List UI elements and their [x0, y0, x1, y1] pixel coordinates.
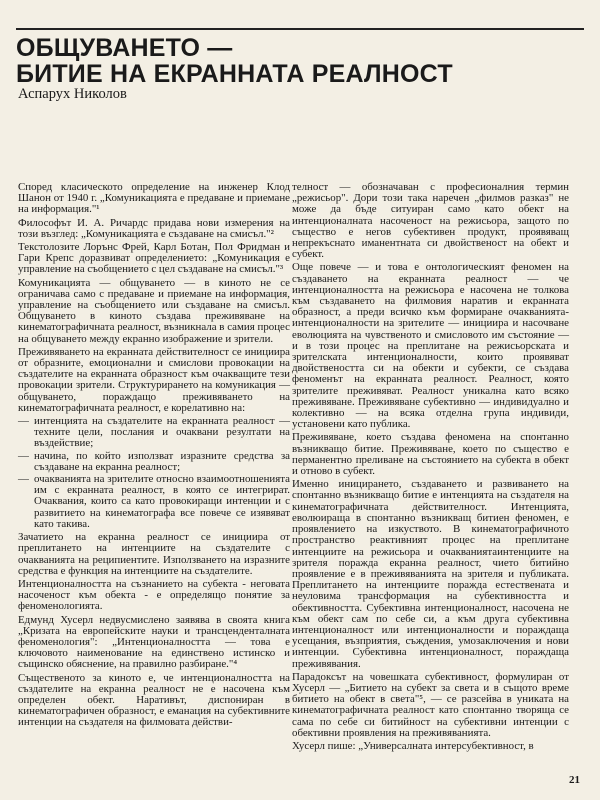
list-item: — начина, по който използват изразните средства за създаване на екранна реалност; — [18, 451, 290, 473]
paragraph: Зачатието на екранна реалност се инициира от преплитането на интенциите на създателите с очакванията на реципиентите. Използването на изразните средства е функция на интенциите на създателите. — [18, 531, 290, 577]
paragraph: Именно иницирането, създаването и развиването на спонтанно възникващо битие е интенцията на създателя на кинематографичната действителност. Интенцията, еволюираща в спонтанно възникващ битиен феномен, е проявлението на изкуството. В кинематографичното пространство реактивният процес на преплитане интенциите на режисьора и очакваниятаинтенциите на зрителя поражда екранна реалност, чието битийно проявление е в преживяванията на зрителя и публиката. Преплитането на интенциите поражда естествената и неуловима трансформация на субективността и обективността. Субективна интенционалност, насочена не към обект сам по себе си, а към друга субективна интенционалност или интенционалности и пораждаща усещания, възприятия, съждения, умозаключения и нови интенции. Субективна интенционалност, пораждаща преживявания. — [292, 478, 569, 670]
list-item: — интенцията на създателите на екранната реалност — техните цели, послания и очаквани резултати на въздействие; — [18, 416, 290, 450]
paragraph: Комуникацията — общуването — в киното не се ограничава само с предаване и приемане на информация, управление на съобщението или създаване на смисъл. Общуването в киното създава преживяване на кинематографичната реалност, възникнала в самия процес на общуването между екранно изображение и зрители. — [18, 276, 290, 345]
article-title — [16, 35, 586, 87]
article-author: Аспарух Николов — [18, 86, 127, 102]
paragraph: Текстолозите Лорънс Фрей, Карл Ботан, Пол Фридман и Гари Крепс доразвиват определението: „Комуникация е управление на съобщението с цел създаване на смисъл."³ — [18, 241, 290, 276]
dash-list — [18, 416, 290, 530]
paragraph: Още повече — и това е онтологическият феномен на създаването на екранната реалност — че интенционалността на режисьора е насочена не толкова към създаването на филмовия наратив и екранната образност, а преди всичко към формиране очакванията-интенционалности на зрителите — инициира и насочване еволюцията на чувственото и смисловото им състояние — и в този процес на преплитане на режисьорската и зрителската интенционалности, които проявяват двойствеността си на обекти и субекти, се създава феноменът на екранната реалност. Реалност, която зрителите преживяват. Реалност уникална като всяко преживяване. Преживяване субективно — индивидуално и колективно — на всяка отделна група индивиди, установени като публика. — [292, 261, 569, 431]
top-rule-divider — [16, 28, 584, 30]
page-number: 21 — [569, 774, 580, 786]
paragraph: Философът И. А. Ричардс придава нови измерения на този възглед: „Комуникацията е създаване на смисъл."² — [18, 216, 290, 240]
list-item: — очакванията на зрителите относно взаимоотношенията им с екранната реалност, в която се интегрират. Очаквания, които са като провокиращи интенции и с развитието на кинематографа все повече се изявяват като такива. — [18, 474, 290, 530]
right-column — [292, 182, 569, 754]
paragraph: Според класическото определение на инженер Клод Шанон от 1940 г. „Комуникацията е предаване и приемане на информация."¹ — [18, 181, 290, 216]
paragraph: Преживяване, което създава феномена на спонтанно възникващо битие. Преживяване, което по същество е перманентно преливане на състоянието на субекта в обект и отново в субект. — [292, 431, 569, 478]
article-title-line-2: БИТИЕ НА ЕКРАННАТА РЕАЛНОСТ — [16, 60, 453, 88]
paragraph: Парадоксът на човешката субективност, формулиран от Хусерл — „Битието на субект за света и в същото време битието на обект в света"⁵, — се разсейва в униката на кинематографичната реалност като спонтанно творяща се сама по себе си битийност на субективни интенции с обективни проявления на преживяванията. — [292, 670, 569, 739]
paragraph: Същественото за киното е, че интенционалността на създателите на екранна реалност не е насочена към определен обект. Наративът, диспониран в кинематографичен образност, е еманация на субективните интенции на създателя на филмовата действи- — [18, 671, 290, 729]
paragraph: Преживяването на екранната действителност се инициира от образните, емоционални и смислови провокации на създателите на екранната образност към очакващите тези провокации зрители. Структурирането на комуникация — общуването, пораждащо преживяването на кинематографичната реалност, е корелативно на: — [18, 345, 290, 414]
paragraph: Хусерл пише: „Универсалната интерсубективност, в — [292, 739, 534, 752]
paragraph: Интенционалността на съзнанието на субекта - неговата насоченост към обекта - е определящо понятие за феноменологията. — [18, 577, 290, 613]
left-column — [18, 182, 290, 731]
paragraph: телност — обозначаван с професионалния термин „режисьор". Дори този така наречен „филмов разказ" не може да бъде ситуиран само като обект на интенционалната насоченост на режисьора, защото по същество е негов субективен продукт, проявяващ непрекъснато иманентната си двойственост на обект и субект. — [292, 181, 569, 261]
paragraph: Едмунд Хусерл недвусмислено заявява в своята книга „Кризата на европейските науки и трансценденталната феноменология": „Интенционалността — това е ключовото наименование на единствено истинско и същинско обяснение, на правилно разбиране."⁴ — [18, 613, 290, 671]
article-title-line-1: ОБЩУВАНЕТО — — [16, 34, 233, 62]
